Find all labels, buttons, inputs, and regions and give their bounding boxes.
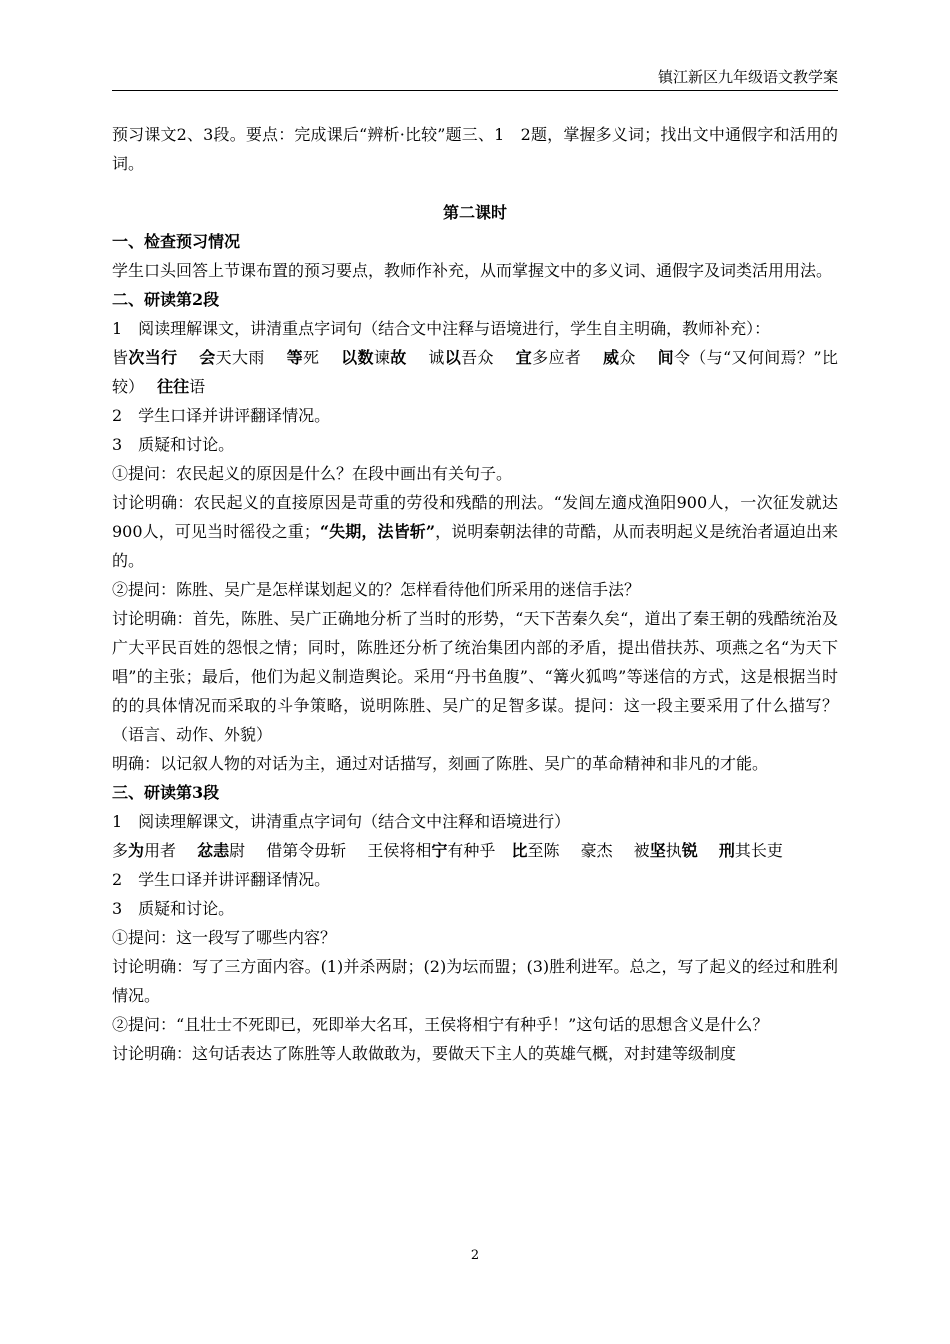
page-number: 2: [470, 1248, 480, 1263]
section-2-step-3: 3 质疑和讨论。: [112, 435, 235, 454]
section-3-question-1: ①提问：这一段写了哪些内容？: [112, 928, 337, 947]
section-2-step-2: 2 学生口译并讲评翻译情况。: [112, 406, 331, 425]
page-header: [112, 66, 838, 91]
section-3-question-2: ②提问：“且壮士不死即已，死即举大名耳，王侯将相宁有种乎！”这句话的思想含义是什么？: [112, 1015, 769, 1034]
section-3-heading: 三、研读第3段: [112, 783, 220, 802]
section-3-answer-1: 讨论明确：写了三方面内容。(1)并杀两尉；(2)为坛而盟；(3)胜利进军。总之，写了起义的经过和胜利情况。: [112, 957, 838, 1005]
section-3-step-3: 3 质疑和讨论。: [112, 899, 235, 918]
intro-paragraph: 预习课文2、3段。要点：完成课后“辨析·比较”题三、1 2题，掌握多义词；找出文中通假字和活用的词。: [112, 125, 838, 173]
section-2-question-1: ①提问：农民起义的原因是什么？在段中画出有关句子。: [112, 464, 513, 483]
section-3-key-words: 多为用者 忿恚尉 借第令毋斩 王侯将相宁有种乎 比至陈 豪杰 被坚执锐 刑其长吏: [112, 841, 783, 860]
section-2-heading: 二、研读第2段: [112, 290, 220, 309]
section-1-text: 学生口头回答上节课布置的预习要点，教师作补充，从而掌握文中的多义词、通假字及词类活用用法。: [112, 261, 833, 280]
section-2-answer-1: 讨论明确：农民起义的直接原因是苛重的劳役和残酷的刑法。“发闾左適戍渔阳900人，一次征发就达900人，可见当时徭役之重；“失期，法皆斩”，说明秦朝法律的苛酷，从而表明起义是统治者逼迫出来的。: [112, 493, 838, 570]
lesson-title: 第二课时: [442, 203, 507, 222]
section-2-answer-3: 明确：以记叙人物的对话为主，通过对话描写，刻画了陈胜、吴广的革命精神和非凡的才能。: [112, 754, 769, 773]
section-1-heading: 一、检查预习情况: [112, 232, 241, 251]
section-2-answer-2: 讨论明确：首先，陈胜、吴广正确地分析了当时的形势，“天下苦秦久矣“，道出了秦王朝的残酷统治及广大平民百姓的怨恨之情；同时，陈胜还分析了统治集团内部的矛盾，提出借扶苏、项燕之名“为天下唱”的主张；最后，他们为起义制造舆论。采用“丹书鱼腹”、“篝火狐鸣”等迷信的方式，这是根据当时的的具体情况而采取的斗争策略，说明陈胜、吴广的足智多谋。提问：这一段主要采用了什么描写？（语言、动作、外貌）: [112, 609, 838, 744]
section-3-step-1: 1 阅读理解课文，讲清重点字词句（结合文中注释和语境进行）: [112, 812, 571, 831]
section-2-step-1: 1 阅读理解课文，讲清重点字词句（结合文中注释与语境进行，学生自主明确，教师补充）：: [112, 319, 771, 338]
section-2-question-2: ②提问：陈胜、吴广是怎样谋划起义的？怎样看待他们所采用的迷信手法？: [112, 580, 641, 599]
section-3-step-2: 2 学生口译并讲评翻译情况。: [112, 870, 331, 889]
header-title: 镇江新区九年级语文教学案: [657, 68, 838, 86]
section-3-answer-2: 讨论明确：这句话表达了陈胜等人敢做敢为，要做天下主人的英雄气概，对封建等级制度: [112, 1044, 737, 1063]
section-2-key-words: 皆次当行 会天大雨 等死 以数谏故 诚以吾众 宜多应者 威众 间令（与“又何间焉？”比较） 往往语: [112, 348, 838, 396]
document-body: [112, 120, 838, 1068]
